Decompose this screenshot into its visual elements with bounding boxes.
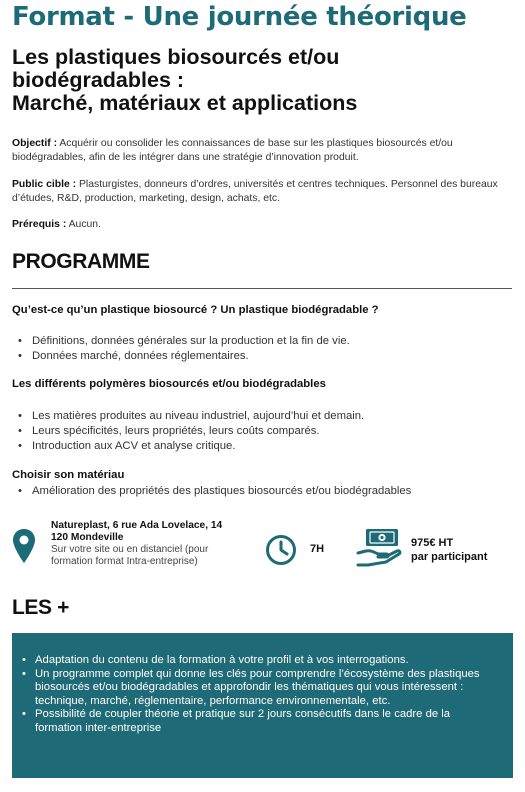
- format-title: Format - Une journée théorique: [12, 2, 467, 32]
- list-item: • Les matières produites au niveau industriel, aujourd’hui et demain.: [18, 409, 513, 424]
- price-value: 975€ HT: [411, 537, 454, 549]
- les-plus-heading: LES +: [12, 596, 69, 619]
- price-unit: par participant: [411, 551, 488, 563]
- divider: [12, 288, 512, 289]
- section-list: [18, 334, 513, 364]
- public-text: Plasturgistes, donneurs d’ordres, universités et centres techniques. Personnel des bureaux d’études, R&D, production, marketing, design, achats, etc.: [12, 179, 498, 204]
- location-block: [51, 520, 251, 568]
- section-title: Choisir son matériau: [12, 469, 125, 481]
- location-pin-icon: [12, 528, 36, 564]
- course-title: [12, 46, 512, 115]
- objectif-text: Acquérir ou consolider les connaissances de base sur les plastiques biosourcés et/ou biodégradables, afin de les intégrer dans une stratégie d’innovation produit.: [12, 138, 453, 163]
- public-paragraph: [12, 178, 512, 205]
- section-list: [18, 409, 513, 454]
- list-item: • Un programme complet qui donne les clés pour comprendre l’écosystème des plastiques biosourcés et/ou biodégradables et approfondir les thématiques qui vous intéressent : technique, marché, réglementaire, performance environnementale, etc.: [22, 668, 497, 709]
- duration: 7H: [310, 543, 325, 555]
- list-item: • Définitions, données générales sur la production et la fin de vie.: [18, 334, 513, 349]
- course-title-line: Marché, matériaux et applications: [12, 91, 358, 115]
- les-plus-box: [12, 633, 513, 778]
- prerequis-text: Aucun.: [66, 219, 101, 230]
- list-item: • Introduction aux ACV et analyse critique.: [18, 439, 513, 454]
- course-title-line: Les plastiques biosourcés et/ou: [12, 45, 340, 69]
- objectif-paragraph: [12, 137, 512, 164]
- clock-icon: [265, 534, 297, 566]
- les-plus-list: [22, 654, 497, 735]
- money-hand-icon: [356, 527, 402, 571]
- section-title: Les différents polymères biosourcés et/ou biodégradables: [12, 378, 326, 390]
- section-list: [18, 484, 513, 499]
- list-item: • Leurs spécificités, leurs propriétés, leurs coûts comparés.: [18, 424, 513, 439]
- prerequis-paragraph: [12, 218, 512, 232]
- price-block: [411, 536, 487, 564]
- objectif-label: Objectif :: [12, 138, 58, 149]
- prerequis-label: Prérequis :: [12, 219, 67, 230]
- list-item: • Amélioration des propriétés des plastiques biosourcés et/ou biodégradables: [18, 484, 513, 499]
- programme-heading: PROGRAMME: [12, 250, 150, 273]
- location-address: Natureplast, 6 rue Ada Lovelace, 14: [51, 520, 223, 531]
- list-item: • Adaptation du contenu de la formation à votre profil et à vos interrogations.: [22, 654, 497, 668]
- public-label: Public cible :: [12, 179, 77, 190]
- section-title: Qu’est-ce qu’un plastique biosourcé ? Un plastique biodégradable ?: [12, 304, 379, 316]
- location-note: Sur votre site ou en distanciel (pour formation format Intra-entreprise): [51, 544, 209, 567]
- location-address: 120 Mondeville: [51, 532, 124, 543]
- list-item: • Possibilité de coupler théorie et pratique sur 2 jours consécutifs dans le cadre de la formation inter-entreprise: [22, 708, 497, 735]
- course-title-line: biodégradables :: [12, 68, 185, 92]
- list-item: • Données marché, données réglementaires.: [18, 349, 513, 364]
